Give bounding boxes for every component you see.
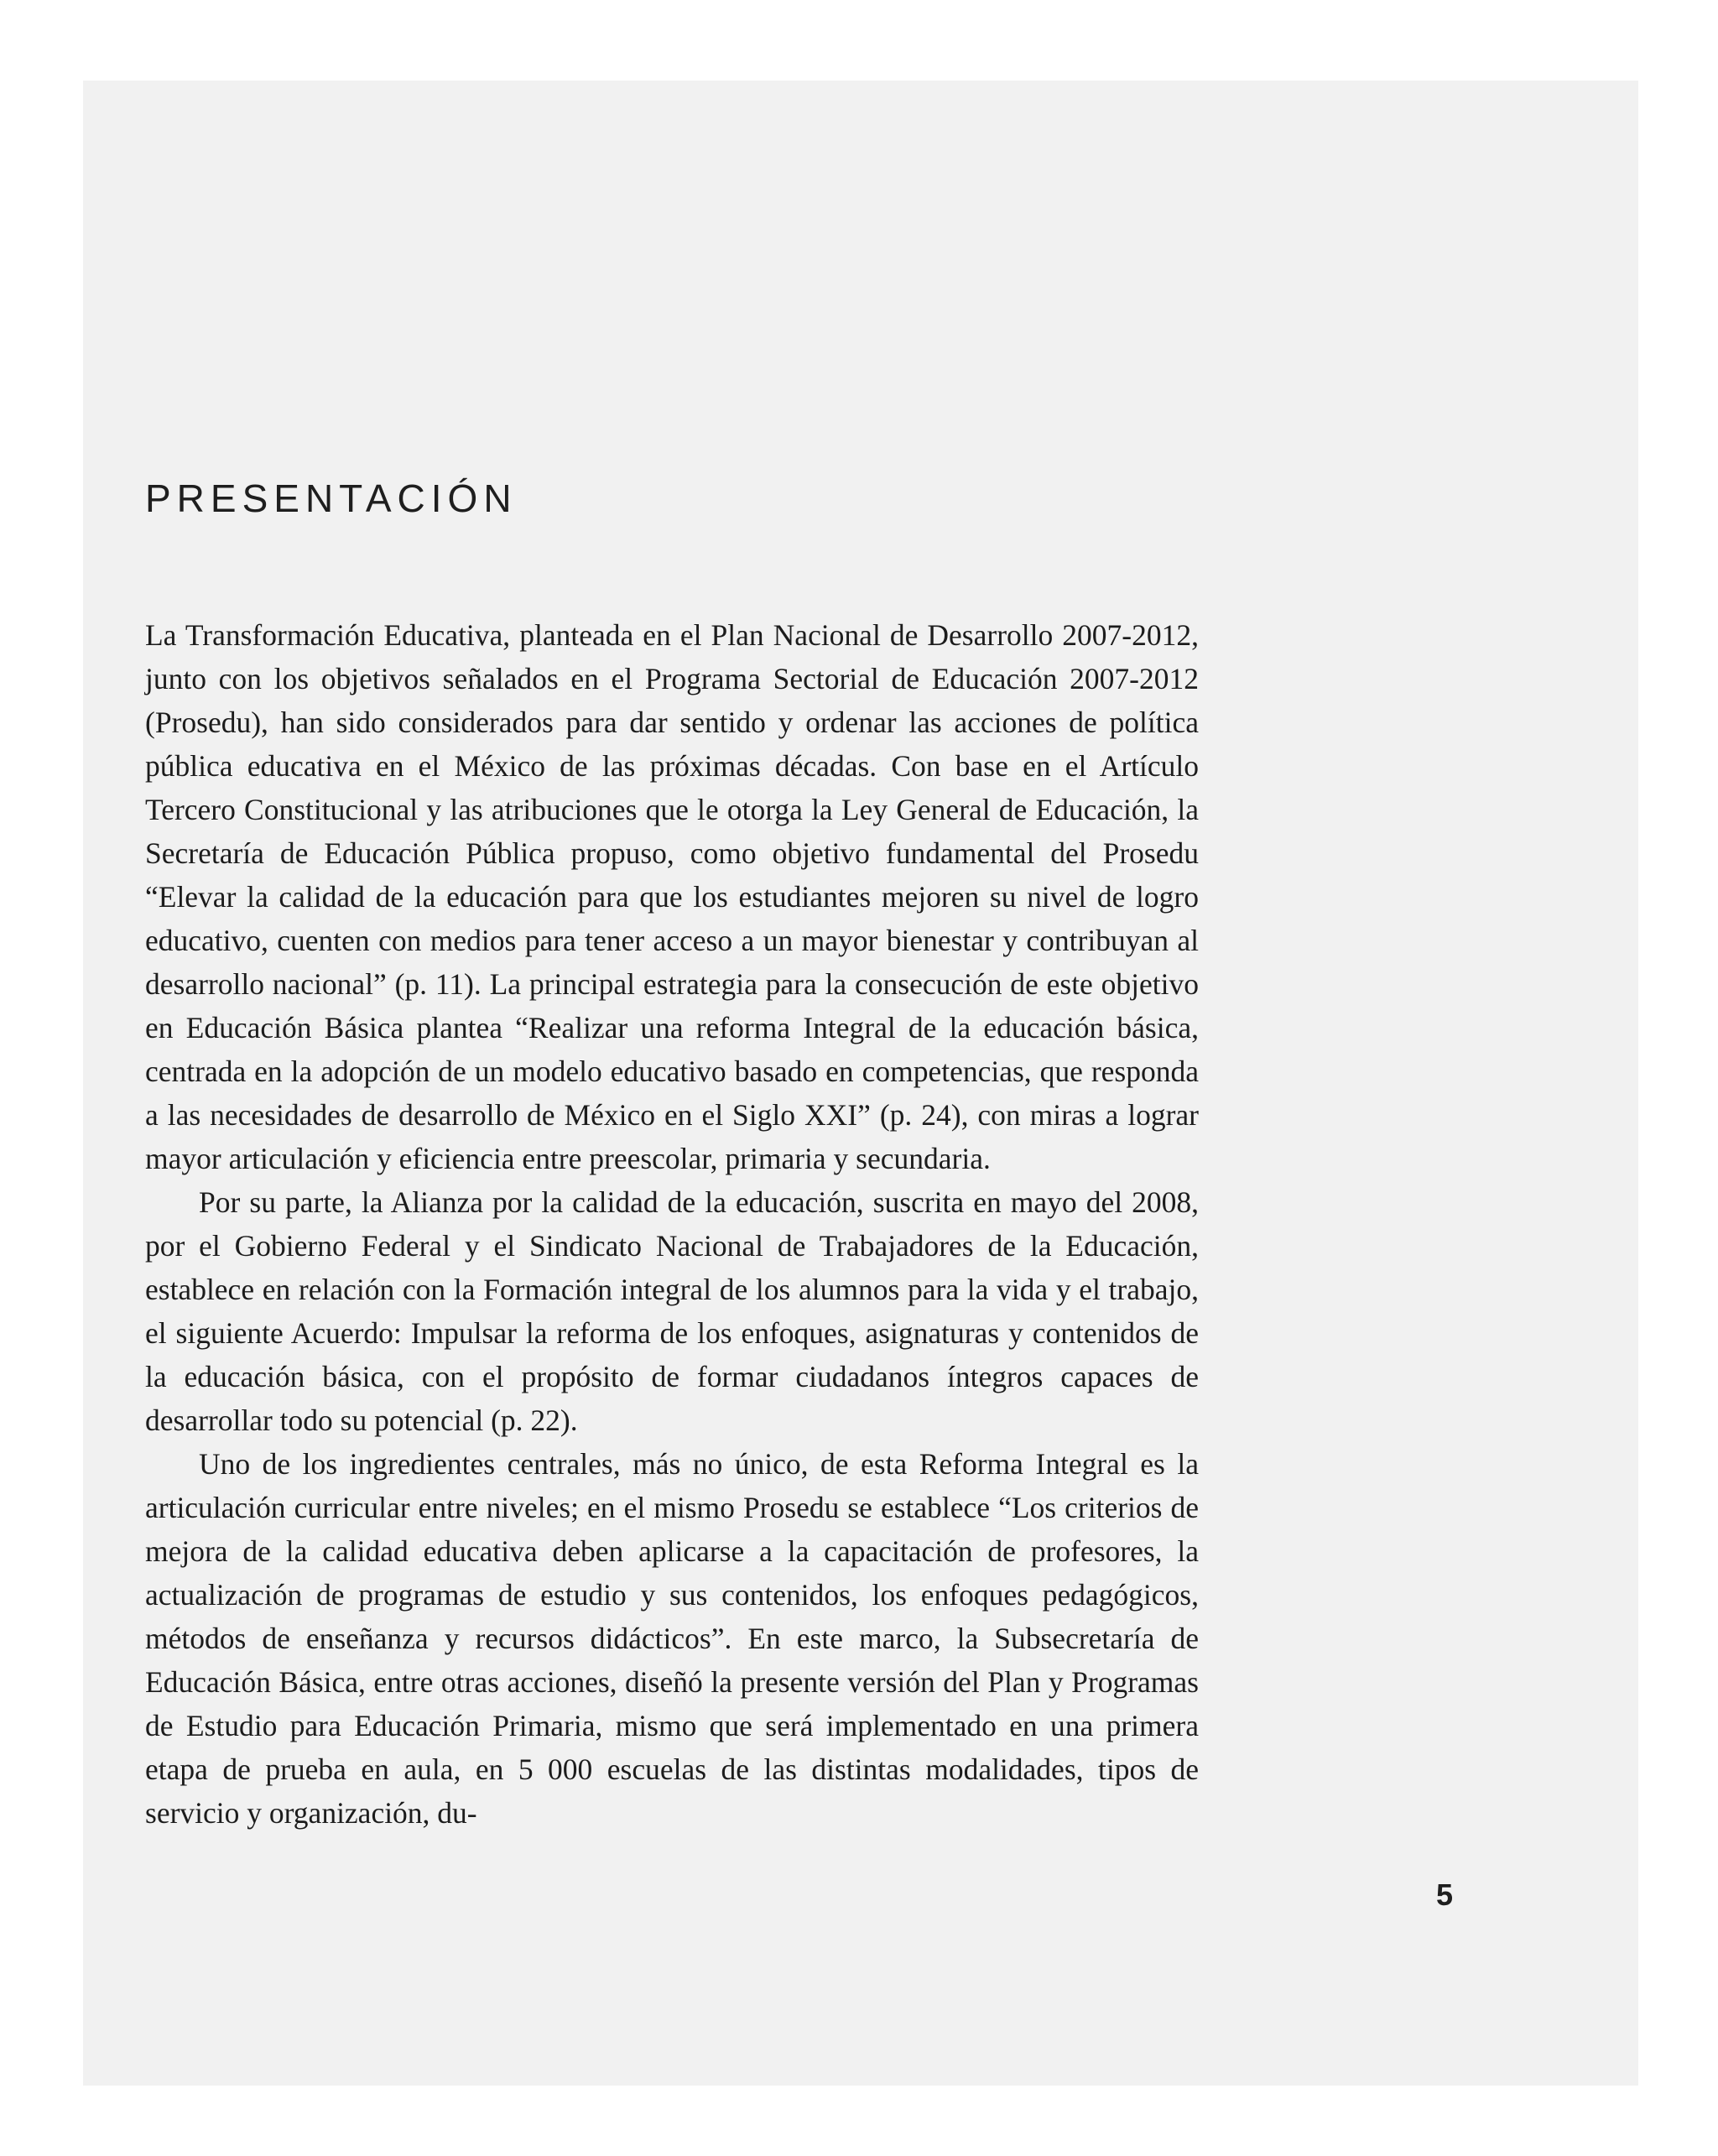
paragraph-1: La Transformación Educativa, planteada en el Plan Nacional de Desarrollo 2007-2012, junto con los objetivos señalados en el Programa Sectorial de Educación 2007-2012 (Prosedu), han sido considerados para dar sentido y ordenar las acciones de política pública educativa en el México de las próximas décadas. Con base en el Artículo Tercero Constitucional y las atribuciones que le otorga la Ley General de Educación, la Secretaría de Educación Pública propuso, como objetivo fundamental del Prosedu “Elevar la calidad de la educación para que los estudiantes mejoren su nivel de logro educativo, cuenten con medios para tener acceso a un mayor bienestar y contribuyan al desarrollo nacional” (p. 11). La principal estrategia para la consecución de este objetivo en Educación Básica plantea “Realizar una reforma Integral de la educación básica, centrada en la adopción de un modelo educativo basado en competencias, que responda a las necesidades de desarrollo de México en el Siglo XXI” (p. 24), con miras a lograr mayor articulación y eficiencia entre preescolar, primaria y secundaria. (145, 618, 1199, 1175)
paragraph-2: Por su parte, la Alianza por la calidad de la educación, suscrita en mayo del 2008, por el Gobierno Federal y el Sindicato Nacional de Trabajadores de la Educación, establece en relación con la Formación integral de los alumnos para la vida y el trabajo, el siguiente Acuerdo: Impulsar la reforma de los enfoques, asignaturas y contenidos de la educación básica, con el propósito de formar ciudadanos íntegros capaces de desarrollar todo su potencial (p. 22). (145, 1185, 1199, 1437)
paragraph-3: Uno de los ingredientes centrales, más no único, de esta Reforma Integral es la articulación curricular entre niveles; en el mismo Prosedu se establece “Los criterios de mejora de la calidad educativa deben aplicarse a la capacitación de profesores, la actualización de programas de estudio y sus contenidos, los enfoques pedagógicos, métodos de enseñanza y recursos didácticos”. En este marco, la Subsecretaría de Educación Básica, entre otras acciones, diseñó la presente versión del Plan y Programas de Estudio para Educación Primaria, mismo que será implementado en una primera etapa de prueba en aula, en 5 000 escuelas de las distintas modalidades, tipos de servicio y organización, du- (145, 1447, 1199, 1830)
section-title: PRESENTACIÓN (145, 477, 518, 520)
page-number: 5 (1436, 1877, 1454, 1912)
body-text (145, 613, 1199, 1835)
